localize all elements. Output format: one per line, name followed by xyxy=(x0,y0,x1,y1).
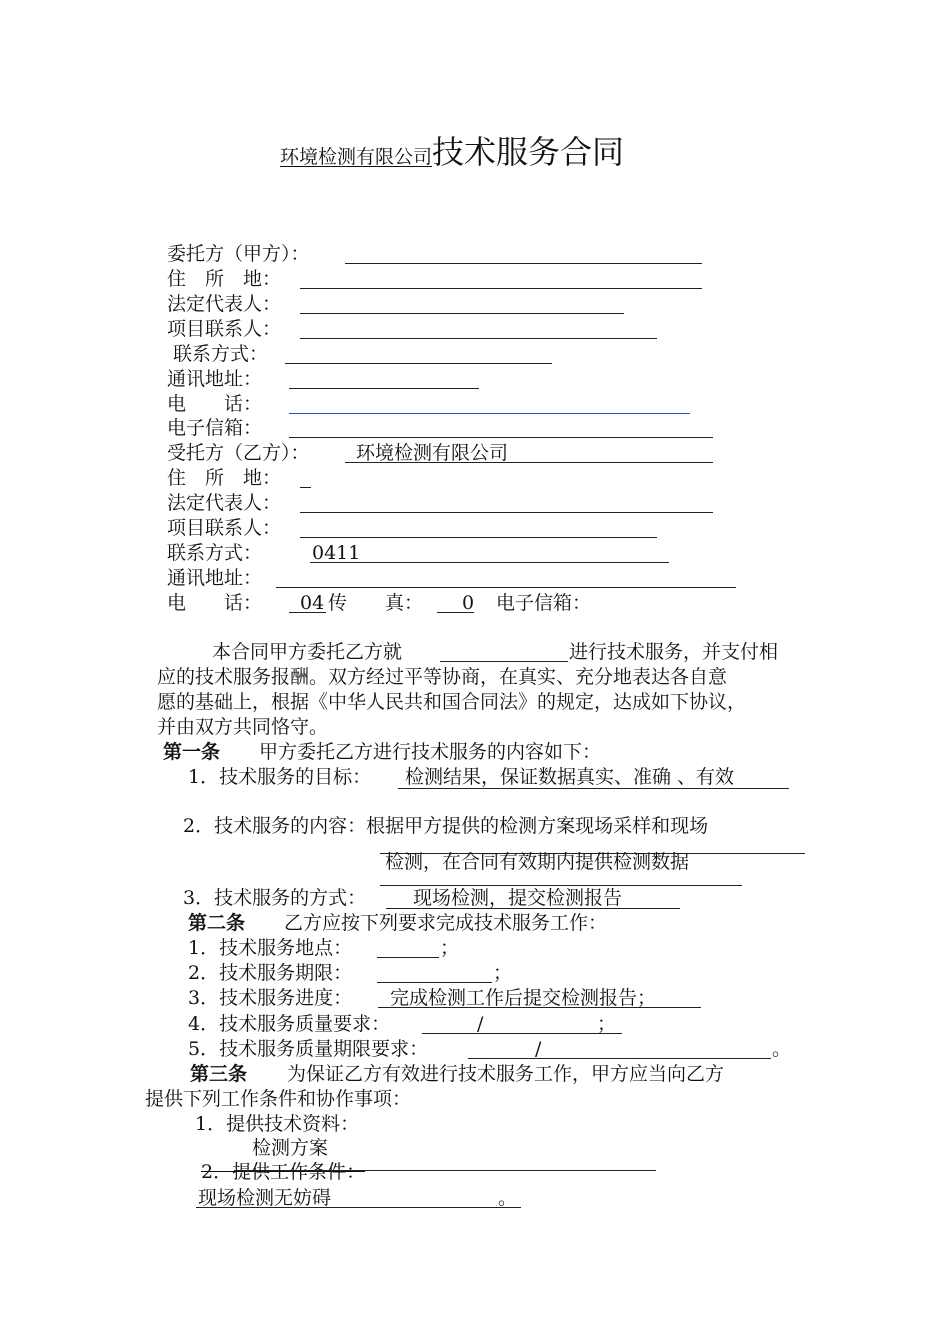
article2-item2-semicolon: ； xyxy=(493,962,513,984)
article1-item3-value: 现场检测，提交检测报告 xyxy=(413,887,623,909)
party-b-mail-address-line xyxy=(276,587,736,588)
article2-item5-line xyxy=(468,1058,771,1059)
title-company: 环境检测有限公司 xyxy=(280,146,433,168)
article3-item2-line xyxy=(234,1170,656,1171)
article3-item1-label: 1．提供技术资料： xyxy=(195,1113,360,1135)
intro-line2: 应的技术服务报酬。双方经过平等协商，在真实、充分地表达各自意 xyxy=(157,666,728,688)
article2-text: 乙方应按下列要求完成技术服务工作： xyxy=(284,912,608,934)
party-b-trustee-line xyxy=(345,462,713,463)
party-a-contact-method-label: 联系方式： xyxy=(173,343,269,365)
party-a-phone-line xyxy=(289,413,690,414)
article1-item1-value: 检测结果，保证数据真实、准确 、有效 xyxy=(405,766,735,788)
party-b-phone-line xyxy=(289,612,326,613)
article1-text: 甲方委托乙方进行技术服务的内容如下： xyxy=(259,741,602,763)
article2-item5-label: 5．技术服务质量期限要求： xyxy=(188,1038,429,1060)
article2-item4-label: 4．技术服务质量要求： xyxy=(188,1013,391,1035)
article2-item2-line xyxy=(377,982,492,983)
party-b-address-label: 住 所 地： xyxy=(167,467,282,489)
party-b-trustee-value: 环境检测有限公司 xyxy=(356,442,509,464)
party-a-legal-rep-line xyxy=(300,313,624,314)
party-a-client-line xyxy=(345,263,702,264)
party-a-contact-person-label: 项目联系人： xyxy=(167,318,282,340)
party-a-phone-label: 电 话： xyxy=(167,393,263,415)
article3-item1-value: 检测方案 xyxy=(252,1137,329,1159)
article2-item3-value: 完成检测工作后提交检测报告； xyxy=(390,987,657,1009)
article3-item2-period: 。 xyxy=(498,1187,518,1209)
party-b-trustee-label: 受托方（乙方）： xyxy=(167,442,310,464)
doc-title xyxy=(280,132,624,177)
party-b-legal-rep-line xyxy=(300,512,713,513)
article2-item2-label: 2．技术服务期限： xyxy=(188,962,353,984)
article2-item4-line xyxy=(422,1033,622,1034)
article2-item3-label: 3．技术服务进度： xyxy=(188,987,353,1009)
article1-item1-label: 1．技术服务的目标： xyxy=(188,766,372,788)
party-a-email-label: 电子信箱： xyxy=(167,417,263,439)
article2-item4-slash: / xyxy=(477,1013,484,1035)
article3-item2-value-line xyxy=(196,1207,521,1208)
article2-item1-semicolon: ； xyxy=(440,937,460,959)
party-b-contact-person-label: 项目联系人： xyxy=(167,517,282,539)
party-b-contact-person-line xyxy=(300,537,657,538)
article2-item1-line xyxy=(377,957,439,958)
intro-line1b: 进行技术服务，并支付相 xyxy=(569,641,779,663)
party-a-mail-address-label: 通讯地址： xyxy=(167,368,263,390)
party-b-contact-value: 0411 xyxy=(312,542,361,564)
article3-text2: 提供下列工作条件和协作事项： xyxy=(145,1088,412,1110)
intro-blank-line xyxy=(440,661,568,662)
party-a-address-line xyxy=(300,288,702,289)
party-b-phone-label: 电 话： xyxy=(167,592,263,614)
intro-line1a: 本合同甲方委托乙方就 xyxy=(212,641,403,663)
article1-item2-value: 检测，在合同有效期内提供检测数据 xyxy=(385,851,690,873)
party-b-mail-address-label: 通讯地址： xyxy=(167,567,263,589)
article2-item5-period: 。 xyxy=(772,1038,792,1060)
article3-text1: 为保证乙方有效进行技术服务工作，甲方应当向乙方 xyxy=(287,1063,725,1085)
article1-item1-line xyxy=(398,788,789,789)
party-b-fax-value: 0 xyxy=(462,592,475,614)
party-a-address-label: 住 所 地： xyxy=(167,268,282,290)
party-a-email-line xyxy=(289,437,713,438)
party-b-fax-label: 传 真： xyxy=(328,592,424,614)
article1-item3-line xyxy=(386,908,680,909)
article3-heading: 第三条 xyxy=(190,1063,248,1085)
article2-item1-label: 1．技术服务地点： xyxy=(188,937,353,959)
party-b-phone-value: 04 xyxy=(300,592,325,614)
party-b-contact-method-label: 联系方式： xyxy=(167,542,263,564)
party-a-client-label: 委托方（甲方）： xyxy=(167,243,310,265)
party-a-contact-method-line xyxy=(285,363,552,364)
article1-item2-label: 2．技术服务的内容：根据甲方提供的检测方案现场采样和现场 xyxy=(183,815,709,837)
party-b-address-line xyxy=(300,487,311,488)
intro-line3: 愿的基础上，根据《中华人民共和国合同法》的规定，达成如下协议， xyxy=(157,691,747,713)
party-a-mail-address-line xyxy=(289,388,479,389)
article3-item2-value: 现场检测无妨碍 xyxy=(198,1187,332,1209)
party-b-email-label: 电子信箱： xyxy=(496,592,592,614)
intro-line4: 并由双方共同恪守。 xyxy=(157,716,329,738)
party-a-contact-person-line xyxy=(300,338,657,339)
article2-heading: 第二条 xyxy=(188,912,246,934)
party-b-legal-rep-label: 法定代表人： xyxy=(167,492,282,514)
article2-item5-slash: / xyxy=(535,1038,542,1060)
article3-item2-label: 2．提供工作条件： xyxy=(201,1161,366,1183)
article1-heading: 第一条 xyxy=(163,741,221,763)
article1-item3-label: 3．技术服务的方式： xyxy=(183,887,367,909)
party-b-contact-method-line xyxy=(310,562,669,563)
party-a-legal-rep-label: 法定代表人： xyxy=(167,293,282,315)
party-b-fax-line xyxy=(437,612,474,613)
article2-item3-line xyxy=(378,1007,701,1008)
article2-item4-semicolon: ； xyxy=(597,1013,617,1035)
title-main: 技术服务合同 xyxy=(432,133,625,171)
